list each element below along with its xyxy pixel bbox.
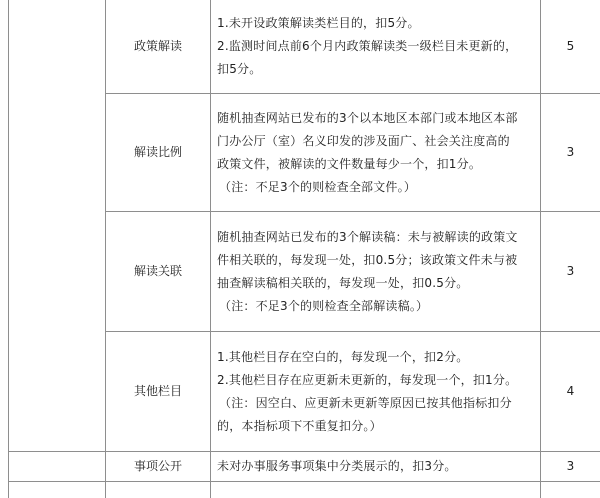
category-cell: [9, 0, 106, 452]
table-row: [9, 452, 600, 482]
criteria-line: 随机抽查网站已发布的3个以本地区本部门或本地区本部: [217, 110, 518, 125]
indicator-name: 事项公开: [106, 452, 211, 482]
evaluation-table: [8, 0, 600, 498]
criteria-line: 1.其他栏目存在空白的，每发现一个，扣2分。: [217, 349, 469, 364]
criteria-line: 1.未开设政策解读类栏目的，扣5分。: [217, 15, 420, 30]
score-cell: 3: [541, 452, 600, 482]
score-cell: 3: [541, 94, 600, 212]
table-row: [9, 0, 600, 94]
category-cell: [9, 482, 106, 498]
score-cell: 4: [541, 332, 600, 452]
criteria-cell: [211, 94, 541, 212]
criteria-note: （注：不足3个的则检查全部解读稿。）: [219, 298, 429, 313]
criteria-note: 的，本指标项下不重复扣分。）: [217, 418, 382, 433]
criteria-note: （注：因空白、应更新未更新等原因已按其他指标扣分: [219, 395, 512, 410]
criteria-cell: [211, 332, 541, 452]
criteria-cell: [211, 0, 541, 94]
score-cell: [541, 482, 600, 498]
indicator-name: 其他栏目: [106, 332, 211, 452]
criteria-line: 未对办事服务事项集中分类展示的，扣3分。: [217, 459, 457, 473]
criteria-note: （注：不足3个的则检查全部文件。）: [219, 179, 417, 194]
category-cell: [9, 452, 106, 482]
indicator-name: 解读比例: [106, 94, 211, 212]
indicator-name: 政策解读: [106, 0, 211, 94]
criteria-cell: [211, 452, 541, 482]
criteria-line: 扣5分。: [217, 61, 262, 76]
table-row: [9, 482, 600, 498]
score-cell: 3: [541, 212, 600, 332]
score-cell: 5: [541, 0, 600, 94]
criteria-line: 政策文件，被解读的文件数量每少一个，扣1分。: [217, 156, 482, 171]
criteria-line: 2.监测时间点前6个月内政策解读类一级栏目未更新的，: [217, 38, 518, 53]
indicator-name: [106, 482, 211, 498]
criteria-line: 件相关联的，每发现一处，扣0.5分；该政策文件未与被: [217, 252, 518, 267]
criteria-line: 抽查解读稿相关联的，每发现一处，扣0.5分。: [217, 275, 469, 290]
criteria-line: 门办公厅（室）名义印发的涉及面广、社会关注度高的: [217, 133, 510, 148]
indicator-name: 解读关联: [106, 212, 211, 332]
criteria-line: 2.其他栏目存在应更新未更新的，每发现一个，扣1分。: [217, 372, 518, 387]
criteria-cell: [211, 212, 541, 332]
criteria-cell: [211, 482, 541, 498]
criteria-line: 随机抽查网站已发布的3个解读稿：未与被解读的政策文: [217, 229, 518, 244]
